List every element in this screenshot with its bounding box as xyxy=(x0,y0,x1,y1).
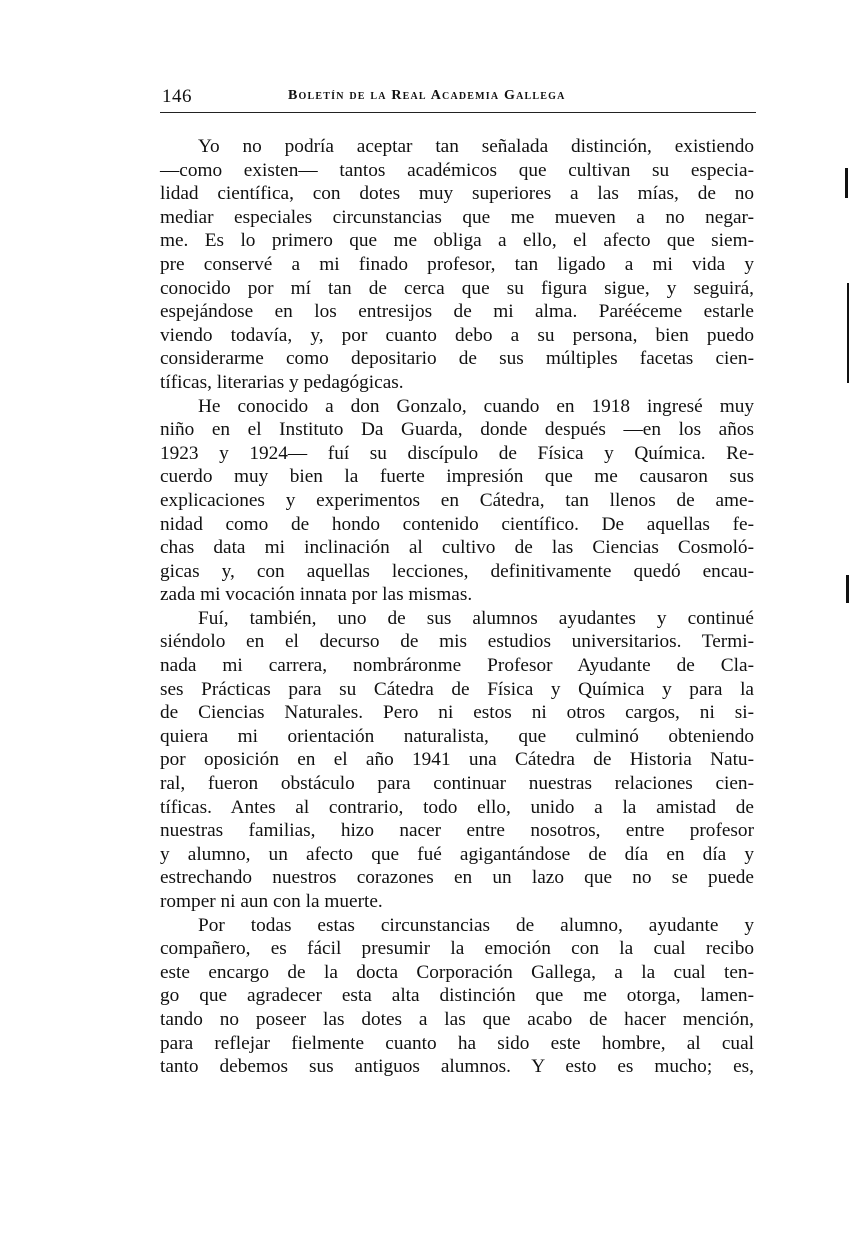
text-line: nidad como de hondo contenido científico. De aquellas fe- xyxy=(160,513,754,535)
text-line: nuestras familias, hizo nacer entre nosotros, entre profesor xyxy=(160,820,754,842)
text-line: de Ciencias Naturales. Pero ni estos ni otros cargos, ni si- xyxy=(160,702,754,724)
paragraph xyxy=(160,395,754,607)
margin-scan-mark xyxy=(845,168,848,198)
text-line: me. Es lo primero que me obliga a ello, el afecto que siem- xyxy=(160,230,754,252)
text-line: pre conservé a mi finado profesor, tan ligado a mi vida y xyxy=(160,253,754,275)
text-line: ses Prácticas para su Cátedra de Física y Química y para la xyxy=(160,678,754,700)
text-line: mediar especiales circunstancias que me mueven a no negar- xyxy=(160,206,754,228)
text-line: tíficas. Antes al contrario, todo ello, unido a la amistad de xyxy=(160,796,754,818)
text-line: este encargo de la docta Corporación Gallega, a la cual ten- xyxy=(160,961,754,983)
text-line: Fuí, también, uno de sus alumnos ayudantes y continué xyxy=(198,607,754,629)
margin-scan-mark xyxy=(846,575,849,603)
text-line: ral, fueron obstáculo para continuar nuestras relaciones cien- xyxy=(160,773,754,795)
text-line: Por todas estas circunstancias de alumno, ayudante y xyxy=(198,914,754,936)
text-line: compañero, es fácil presumir la emoción con la cual recibo xyxy=(160,938,754,960)
text-line: viendo todavía, y, por cuanto debo a su persona, bien puedo xyxy=(160,324,754,346)
text-line: cuerdo muy bien la fuerte impresión que me causaron sus xyxy=(160,466,754,488)
text-line: quiera mi orientación naturalista, que culminó obteniendo xyxy=(160,725,754,747)
text-line: conocido por mí tan de cerca que su figura sigue, y seguirá, xyxy=(160,277,754,299)
text-line: romper ni aun con la muerte. xyxy=(160,891,383,912)
text-line: 1923 y 1924— fuí su discípulo de Física y Química. Re- xyxy=(160,442,754,464)
text-line: tando no poseer las dotes a las que acabo de hacer mención, xyxy=(160,1008,754,1030)
text-line: nada mi carrera, nombráronme Profesor Ayudante de Cla- xyxy=(160,655,754,677)
text-line: Yo no podría aceptar tan señalada distinción, existiendo xyxy=(198,136,754,157)
text-line: y alumno, un afecto que fué agigantándose de día en día y xyxy=(160,843,754,865)
text-line: para reflejar fielmente cuanto ha sido este hombre, al cual xyxy=(160,1032,754,1054)
text-line: niño en el Instituto Da Guarda, donde después —en los años xyxy=(160,419,754,441)
text-line: gicas y, con aquellas lecciones, definitivamente quedó encau- xyxy=(160,560,754,582)
text-line: por oposición en el año 1941 una Cátedra de Historia Natu- xyxy=(160,749,754,771)
page-number: 146 xyxy=(162,86,192,107)
text-line: espejándose en los entresijos de mi alma. Parééceme estarle xyxy=(160,301,754,323)
paragraph xyxy=(160,914,754,1079)
body-text xyxy=(160,135,754,1079)
text-line: tíficas, literarias y pedagógicas. xyxy=(160,371,404,393)
journal-title: Boletín de la Real Academia Gallega xyxy=(288,88,566,103)
text-line: lidad científica, con dotes muy superiores a las mías, de no xyxy=(160,183,754,205)
text-line: siéndolo en el decurso de mis estudios universitarios. Termi- xyxy=(160,631,754,653)
running-header xyxy=(160,86,755,110)
text-line: explicaciones y experimentos en Cátedra, tan llenos de ame- xyxy=(160,489,754,511)
text-line: go que agradecer esta alta distinción que me otorga, lamen- xyxy=(160,985,754,1007)
text-line: —como existen— tantos académicos que cultivan su especia- xyxy=(160,159,754,181)
text-line: He conocido a don Gonzalo, cuando en 1918 ingresé muy xyxy=(198,395,754,417)
paragraph xyxy=(160,607,754,914)
paragraph xyxy=(160,135,754,395)
text-line: considerarme como depositario de sus múltiples facetas cien- xyxy=(160,348,754,370)
text-line: zada mi vocación innata por las mismas. xyxy=(160,584,473,606)
text-line: estrechando nuestros corazones en un lazo que no se puede xyxy=(160,867,754,889)
text-line: chas data mi inclinación al cultivo de las Ciencias Cosmoló- xyxy=(160,537,754,559)
margin-scan-mark xyxy=(847,283,849,383)
header-rule xyxy=(160,112,756,113)
text-line: tanto debemos sus antiguos alumnos. Y esto es mucho; es, xyxy=(160,1056,754,1078)
